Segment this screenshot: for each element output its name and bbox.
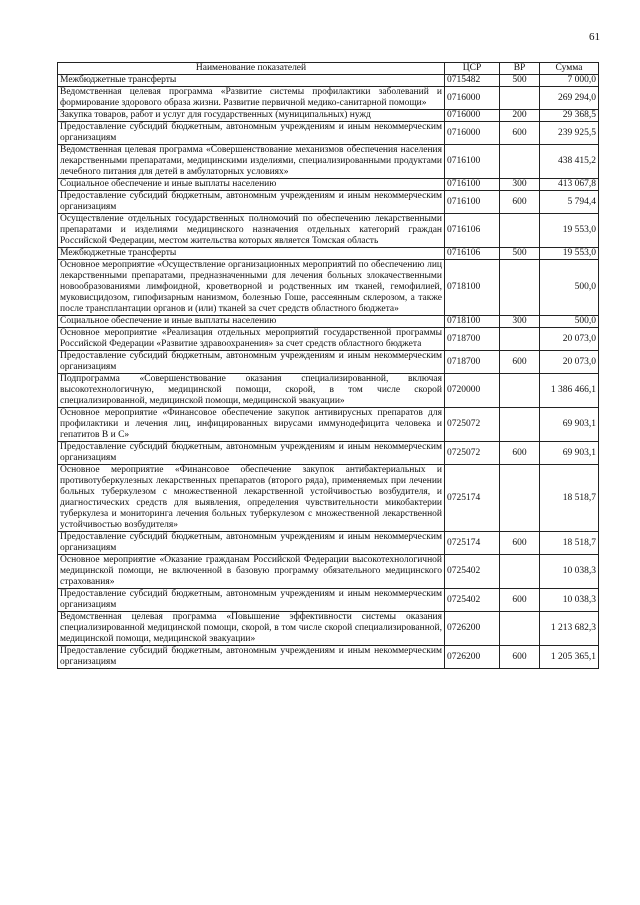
cell-vr (500, 612, 540, 646)
cell-sum: 18 518,7 (540, 465, 599, 532)
cell-csr: 0718100 (445, 260, 500, 316)
cell-name: Осуществление отдельных государственных полномочий по обеспечению лекарственными препаратами и изделиями медицинского назначения отдельных категорий граждан Российской Федерации, местом жительства которых является Томская область (58, 214, 445, 248)
cell-vr: 600 (500, 442, 540, 465)
cell-vr: 500 (500, 75, 540, 87)
cell-name: Ведомственная целевая программа «Совершенствование механизмов обеспечения населения лекарственными препаратами, медицинскими изделиями, специализированными продуктами лечебного питания для детей в амбулаторных условиях» (58, 145, 445, 179)
cell-csr: 0716106 (445, 248, 500, 260)
cell-name: Основное мероприятие «Реализация отдельных мероприятий государственной программы Российской Федерации «Развитие здравоохранения» за счет средств областного бюджета (58, 328, 445, 351)
cell-name: Межбюджетные трансферты (58, 75, 445, 87)
table-header-row (58, 63, 599, 75)
cell-csr: 0716000 (445, 110, 500, 122)
table-row (58, 145, 599, 179)
cell-vr: 600 (500, 191, 540, 214)
cell-vr: 600 (500, 646, 540, 669)
page-number: 61 (589, 31, 600, 43)
table-row (58, 316, 599, 328)
cell-sum: 239 925,5 (540, 122, 599, 145)
cell-csr: 0725072 (445, 408, 500, 442)
budget-table (57, 62, 599, 669)
cell-csr: 0718700 (445, 328, 500, 351)
cell-sum: 269 294,0 (540, 87, 599, 110)
cell-sum: 10 038,3 (540, 589, 599, 612)
table-body (58, 75, 599, 669)
cell-csr: 0716000 (445, 87, 500, 110)
cell-sum: 413 067,8 (540, 179, 599, 191)
cell-sum: 1 205 365,1 (540, 646, 599, 669)
cell-csr: 0716106 (445, 214, 500, 248)
table-row (58, 260, 599, 316)
cell-sum: 1 386 466,1 (540, 374, 599, 408)
cell-csr: 0716000 (445, 122, 500, 145)
cell-csr: 0725174 (445, 532, 500, 555)
cell-sum: 19 553,0 (540, 214, 599, 248)
cell-csr: 0715482 (445, 75, 500, 87)
cell-name: Предоставление субсидий бюджетным, автономным учреждениям и иным некоммерческим организациям (58, 532, 445, 555)
cell-sum: 20 073,0 (540, 351, 599, 374)
cell-csr: 0725072 (445, 442, 500, 465)
cell-sum: 69 903,1 (540, 442, 599, 465)
cell-csr: 0726200 (445, 646, 500, 669)
header-name: Наименование показателей (58, 63, 445, 75)
table-row (58, 646, 599, 669)
cell-vr: 600 (500, 122, 540, 145)
cell-sum: 7 000,0 (540, 75, 599, 87)
cell-sum: 438 415,2 (540, 145, 599, 179)
cell-sum: 10 038,3 (540, 555, 599, 589)
table-row (58, 532, 599, 555)
table-row (58, 442, 599, 465)
cell-vr (500, 374, 540, 408)
table-row (58, 555, 599, 589)
cell-vr (500, 408, 540, 442)
cell-sum: 29 368,5 (540, 110, 599, 122)
header-vr: ВР (500, 63, 540, 75)
table-row (58, 191, 599, 214)
table-row (58, 408, 599, 442)
cell-vr: 600 (500, 351, 540, 374)
cell-sum: 500,0 (540, 260, 599, 316)
cell-csr: 0725402 (445, 555, 500, 589)
cell-name: Предоставление субсидий бюджетным, автономным учреждениям и иным некоммерческим организациям (58, 122, 445, 145)
cell-vr: 600 (500, 589, 540, 612)
cell-name: Ведомственная целевая программа «Развитие системы профилактики заболеваний и формирование здорового образа жизни. Развитие первичной медико-санитарной помощи» (58, 87, 445, 110)
cell-sum: 5 794,4 (540, 191, 599, 214)
cell-vr (500, 145, 540, 179)
cell-vr: 200 (500, 110, 540, 122)
cell-name: Предоставление субсидий бюджетным, автономным учреждениям и иным некоммерческим организациям (58, 191, 445, 214)
cell-name: Подпрограмма «Совершенствование оказания специализированной, включая высокотехнологичную, медицинской помощи, скорой, в том числе скорой специализированной, медицинской помощи, медицинской эвакуации» (58, 374, 445, 408)
cell-csr: 0718100 (445, 316, 500, 328)
cell-vr (500, 328, 540, 351)
cell-csr: 0725402 (445, 589, 500, 612)
cell-vr: 600 (500, 532, 540, 555)
table-row (58, 589, 599, 612)
cell-name: Основное мероприятие «Финансовое обеспечение закупок антивирусных препаратов для профилактики и лечения лиц, инфицированных вирусами иммунодефицита человека и гепатитов В и С» (58, 408, 445, 442)
table-row (58, 248, 599, 260)
cell-name: Закупка товаров, работ и услуг для государственных (муниципальных) нужд (58, 110, 445, 122)
cell-sum: 1 213 682,3 (540, 612, 599, 646)
cell-name: Предоставление субсидий бюджетным, автономным учреждениям и иным некоммерческим организациям (58, 351, 445, 374)
cell-csr: 0725174 (445, 465, 500, 532)
cell-vr (500, 555, 540, 589)
cell-name: Социальное обеспечение и иные выплаты населению (58, 179, 445, 191)
cell-vr (500, 214, 540, 248)
cell-name: Ведомственная целевая программа «Повышение эффективности системы оказания специализированной медицинской помощи, скорой, в том числе скорой специализированной, медицинской помощи, медицинской эвакуации» (58, 612, 445, 646)
table-row (58, 612, 599, 646)
table-row (58, 75, 599, 87)
table-row (58, 179, 599, 191)
table-row (58, 214, 599, 248)
table-row (58, 87, 599, 110)
cell-name: Основное мероприятие «Финансовое обеспечение закупок антибактериальных и противотуберкулезных лекарственных препаратов (второго ряда), применяемых при лечении больных туберкулезом с множественной лекарственной устойчивостью возбудителя, и диагностических средств для выявления, определения чувствительности микобактерии туберкулеза и мониторинга лечения больных туберкулезом с множественной лекарственной устойчивостью возбудителя» (58, 465, 445, 532)
cell-name: Основное мероприятие «Осуществление организационных мероприятий по обеспечению лиц лекарственными препаратами, предназначенными для лечения больных злокачественными новообразованиями лимфоидной, кроветворной и родственных им тканей, гемофилией, муковисцидозом, гипофизарным нанизмом, болезнью Гоше, рассеянным склерозом, а также после трансплантации органов и (или) тканей за счет средств областного бюджета» (58, 260, 445, 316)
table-row (58, 110, 599, 122)
cell-csr: 0716100 (445, 191, 500, 214)
table-row (58, 351, 599, 374)
table-row (58, 465, 599, 532)
cell-vr: 500 (500, 248, 540, 260)
cell-name: Основное мероприятие «Оказание гражданам Российской Федерации высокотехнологичной медицинской помощи, не включенной в базовую программу обязательного медицинского страхования» (58, 555, 445, 589)
cell-sum: 19 553,0 (540, 248, 599, 260)
table-row (58, 374, 599, 408)
cell-csr: 0720000 (445, 374, 500, 408)
cell-csr: 0726200 (445, 612, 500, 646)
cell-name: Предоставление субсидий бюджетным, автономным учреждениям и иным некоммерческим организациям (58, 442, 445, 465)
cell-name: Социальное обеспечение и иные выплаты населению (58, 316, 445, 328)
cell-csr: 0716100 (445, 145, 500, 179)
cell-name: Предоставление субсидий бюджетным, автономным учреждениям и иным некоммерческим организациям (58, 646, 445, 669)
table-row (58, 328, 599, 351)
table-row (58, 122, 599, 145)
cell-vr (500, 465, 540, 532)
cell-sum: 20 073,0 (540, 328, 599, 351)
cell-vr (500, 260, 540, 316)
cell-vr (500, 87, 540, 110)
cell-vr: 300 (500, 316, 540, 328)
cell-csr: 0716100 (445, 179, 500, 191)
cell-sum: 69 903,1 (540, 408, 599, 442)
header-sum: Сумма (540, 63, 599, 75)
cell-sum: 18 518,7 (540, 532, 599, 555)
cell-vr: 300 (500, 179, 540, 191)
header-csr: ЦСР (445, 63, 500, 75)
cell-csr: 0718700 (445, 351, 500, 374)
cell-sum: 500,0 (540, 316, 599, 328)
cell-name: Предоставление субсидий бюджетным, автономным учреждениям и иным некоммерческим организациям (58, 589, 445, 612)
cell-name: Межбюджетные трансферты (58, 248, 445, 260)
